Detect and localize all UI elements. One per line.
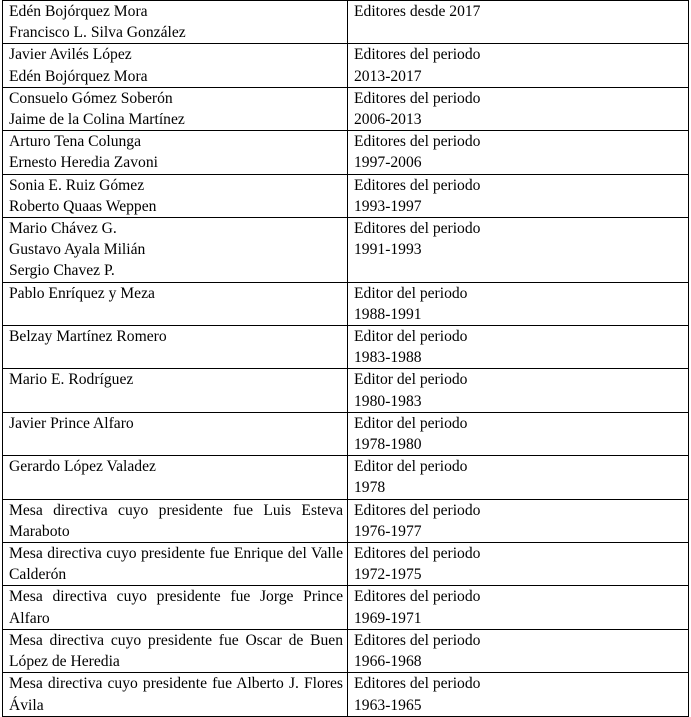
editor-names-cell (3, 131, 348, 174)
table-row (3, 87, 689, 130)
editor-period: 2013-2017 (354, 67, 422, 85)
editor-role: Editores del periodo (354, 46, 481, 64)
table-row (3, 673, 689, 716)
editor-period: 1988-1991 (354, 305, 422, 323)
editor-period-cell (348, 499, 689, 542)
editor-name: Edén Bojórquez Mora (9, 67, 148, 85)
editor-period: 1969-1971 (354, 609, 422, 627)
editor-period-cell (348, 369, 689, 412)
editor-names-cell (3, 543, 348, 586)
editor-role: Editores del periodo (354, 133, 481, 151)
editor-period: 1991-1993 (354, 241, 422, 259)
editor-period-cell (348, 1, 689, 44)
editor-role: Editores del periodo (354, 89, 481, 107)
editor-role: Editores del periodo (354, 631, 481, 649)
editor-period-cell (348, 131, 689, 174)
table-row (3, 369, 689, 412)
editor-period-cell (348, 586, 689, 629)
editor-name: Arturo Tena Colunga (9, 133, 142, 151)
editor-period-cell (348, 44, 689, 87)
editor-role: Editores desde 2017 (354, 3, 481, 20)
editor-role: Editores del periodo (354, 588, 481, 606)
editor-name: Gustavo Ayala Milián (9, 241, 146, 259)
editor-period: 1972-1975 (354, 566, 422, 584)
editor-role: Editores del periodo (354, 220, 481, 238)
table-row (3, 131, 689, 174)
table-row (3, 499, 689, 542)
table-row (3, 44, 689, 87)
editor-period: 1966-1968 (354, 653, 422, 671)
editor-name: Javier Prince Alfaro (9, 414, 134, 432)
editor-period-cell (348, 326, 689, 369)
editor-names-cell (3, 218, 348, 283)
editor-role: Editores del periodo (354, 545, 481, 563)
editor-names-cell (3, 499, 348, 542)
table-row (3, 174, 689, 217)
editor-period: 1976-1977 (354, 522, 422, 540)
table-row (3, 282, 689, 325)
editor-name: Mario Chávez G. (9, 220, 117, 238)
editor-role: Editor del periodo (354, 284, 468, 302)
editor-names-cell (3, 412, 348, 455)
editors-table-body (3, 1, 689, 717)
table-row (3, 218, 689, 283)
editor-period: 1978-1980 (354, 436, 422, 454)
editor-period: 1993-1997 (354, 197, 422, 215)
editor-names-cell (3, 282, 348, 325)
table-row (3, 412, 689, 455)
editor-period-cell (348, 218, 689, 283)
editor-name: Sonia E. Ruiz Gómez (9, 176, 145, 194)
editor-role: Editores del periodo (354, 176, 481, 194)
editor-name: Jaime de la Colina Martínez (9, 111, 185, 129)
editor-period: 1980-1983 (354, 392, 422, 410)
editor-name: Francisco L. Silva González (9, 24, 186, 42)
editor-period-cell (348, 282, 689, 325)
editor-name: Mesa directiva cuyo presidente fue Luis Esteva Maraboto (9, 501, 343, 540)
table-row (3, 1, 689, 44)
editor-name: Sergio Chavez P. (9, 262, 115, 280)
editor-role: Editor del periodo (354, 371, 468, 389)
editor-role: Editor del periodo (354, 458, 468, 476)
table-row (3, 326, 689, 369)
editor-name: Mesa directiva cuyo presidente fue Jorge Prince Alfaro (9, 588, 343, 627)
editor-names-cell (3, 456, 348, 499)
editor-names-cell (3, 673, 348, 716)
editor-name: Mesa directiva cuyo presidente fue Oscar de Buen López de Heredia (9, 631, 343, 671)
editor-role: Editores del periodo (354, 501, 481, 519)
editor-role: Editor del periodo (354, 328, 468, 346)
editor-names-cell (3, 44, 348, 87)
editor-period-cell (348, 629, 689, 672)
editor-period: 1978 (354, 479, 386, 497)
editor-names-cell (3, 174, 348, 217)
table-row (3, 586, 689, 629)
editor-name: Consuelo Gómez Soberón (9, 89, 173, 107)
editor-role: Editores del periodo (354, 675, 481, 693)
editor-name: Belzay Martínez Romero (9, 328, 167, 346)
table-row (3, 543, 689, 586)
editor-name: Pablo Enríquez y Meza (9, 284, 155, 302)
editor-names-cell (3, 369, 348, 412)
editor-period-cell (348, 174, 689, 217)
editor-period-cell (348, 456, 689, 499)
editor-period-cell (348, 673, 689, 716)
editor-names-cell (3, 87, 348, 130)
editor-name: Edén Bojórquez Mora (9, 3, 148, 20)
editor-period: 1963-1965 (354, 696, 422, 714)
editors-table (2, 0, 689, 717)
editor-name: Ernesto Heredia Zavoni (9, 154, 158, 172)
editor-names-cell (3, 586, 348, 629)
editor-names-cell (3, 1, 348, 44)
editor-name: Mesa directiva cuyo presidente fue Enrique del Valle Calderón (9, 545, 343, 584)
editor-period: 1983-1988 (354, 349, 422, 367)
table-row (3, 456, 689, 499)
table-row (3, 629, 689, 672)
editor-period-cell (348, 87, 689, 130)
editor-role: Editor del periodo (354, 414, 468, 432)
editor-name: Mesa directiva cuyo presidente fue Alberto J. Flores Ávila (9, 675, 343, 714)
editor-period: 2006-2013 (354, 111, 422, 129)
editor-names-cell (3, 326, 348, 369)
editor-period-cell (348, 412, 689, 455)
editor-names-cell (3, 629, 348, 672)
editor-name: Roberto Quaas Weppen (9, 197, 157, 215)
editor-name: Gerardo López Valadez (9, 458, 156, 476)
editor-period-cell (348, 543, 689, 586)
editor-name: Javier Avilés López (9, 46, 132, 64)
editor-period: 1997-2006 (354, 154, 422, 172)
editor-name: Mario E. Rodríguez (9, 371, 134, 389)
